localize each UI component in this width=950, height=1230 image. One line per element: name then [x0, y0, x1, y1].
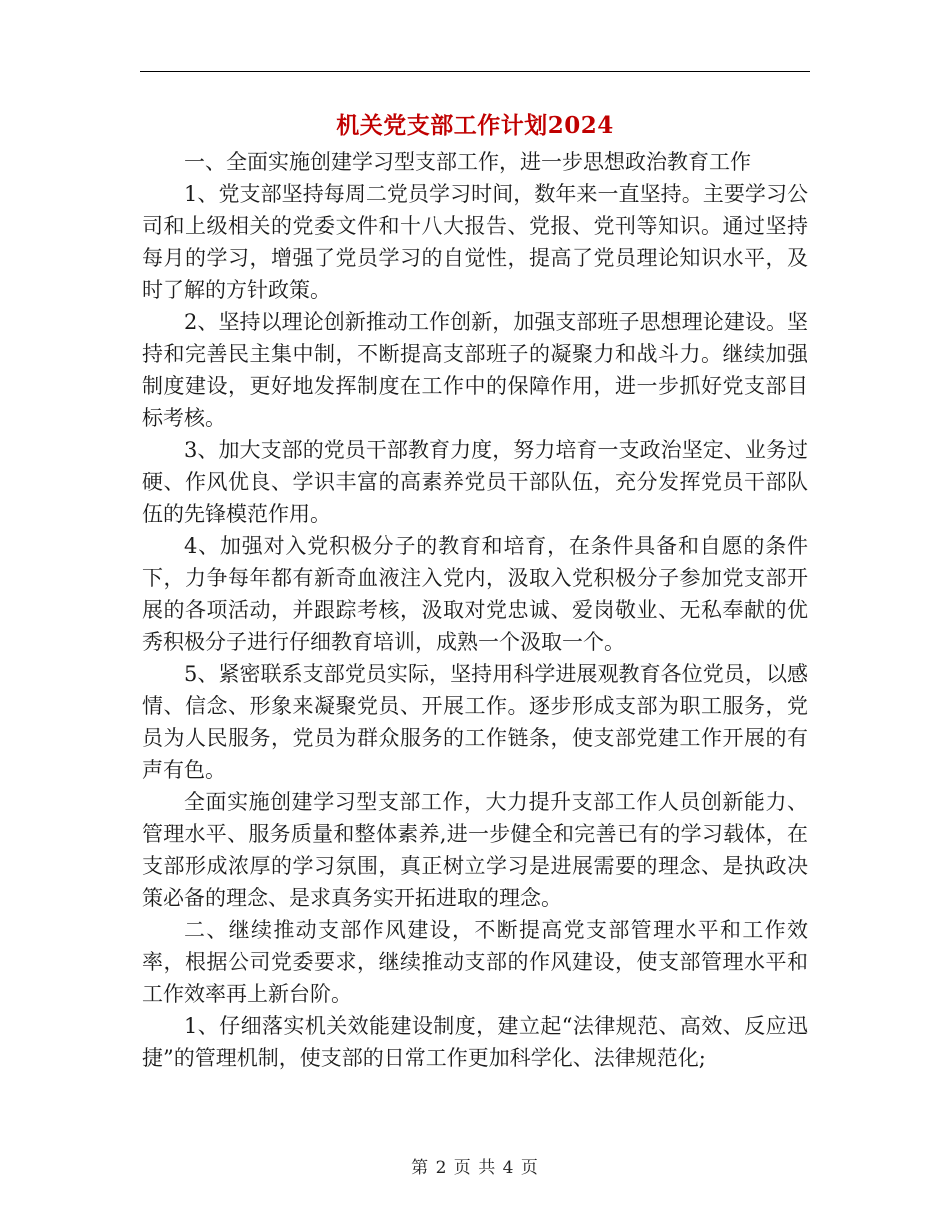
paragraph-section-1-heading: 一、全面实施创建学习型支部工作，进一步思想政治教育工作	[184, 150, 751, 174]
paragraph-summary: 全面实施创建学习型支部工作，大力提升支部工作人员创新能力、管理水平、服务质量和整体素养,进一步健全和完善已有的学习载体，在支部形成浓厚的学习氛围，真正树立学习是进展需要的理念、是执政决策必备的理念、是求真务实开拓进取的理念。	[142, 790, 808, 910]
paragraph-item-5: 5、紧密联系支部党员实际，坚持用科学进展观教育各位党员，以感情、信念、形象来凝聚党员、开展工作。逐步形成支部为职工服务，党员为人民服务，党员为群众服务的工作链条，使支部党建工作开展的有声有色。	[142, 662, 808, 782]
document-body	[142, 146, 808, 1074]
paragraph-item-2: 2、坚持以理论创新推动工作创新，加强支部班子思想理论建设。坚持和完善民主集中制，不断提高支部班子的凝聚力和战斗力。继续加强制度建设，更好地发挥制度在工作中的保障作用，进一步抓好党支部目标考核。	[142, 310, 808, 430]
paragraph-section-2-heading: 二、继续推动支部作风建设，不断提高党支部管理水平和工作效率，根据公司党委要求，继续推动支部的作风建设，使支部管理水平和工作效率再上新台阶。	[142, 918, 808, 1006]
paragraph-item-1: 1、党支部坚持每周二党员学习时间，数年来一直坚持。主要学习公司和上级相关的党委文件和十八大报告、党报、党刊等知识。通过坚持每月的学习，增强了党员学习的自觉性，提高了党员理论知识水平，及时了解的方针政策。	[142, 182, 808, 302]
paragraph-item-4: 4、加强对入党积极分子的教育和培育，在条件具备和自愿的条件下，力争每年都有新奇血液注入党内，汲取入党积极分子参加党支部开展的各项活动，并跟踪考核，汲取对党忠诚、爱岗敬业、无私奉献的优秀积极分子进行仔细教育培训，成熟一个汲取一个。	[142, 534, 808, 654]
document-title: 机关党支部工作计划2024	[336, 112, 614, 139]
page-number: 第 2 页 共 4 页	[411, 1158, 539, 1178]
header-rule	[140, 71, 810, 72]
paragraph-item-3: 3、加大支部的党员干部教育力度，努力培育一支政治坚定、业务过硬、作风优良、学识丰富的高素养党员干部队伍，充分发挥党员干部队伍的先锋模范作用。	[142, 438, 808, 526]
paragraph-section-2-item-1: 1、仔细落实机关效能建设制度，建立起“法律规范、高效、反应迅捷”的管理机制，使支部的日常工作更加科学化、法律规范化;	[142, 1014, 808, 1070]
